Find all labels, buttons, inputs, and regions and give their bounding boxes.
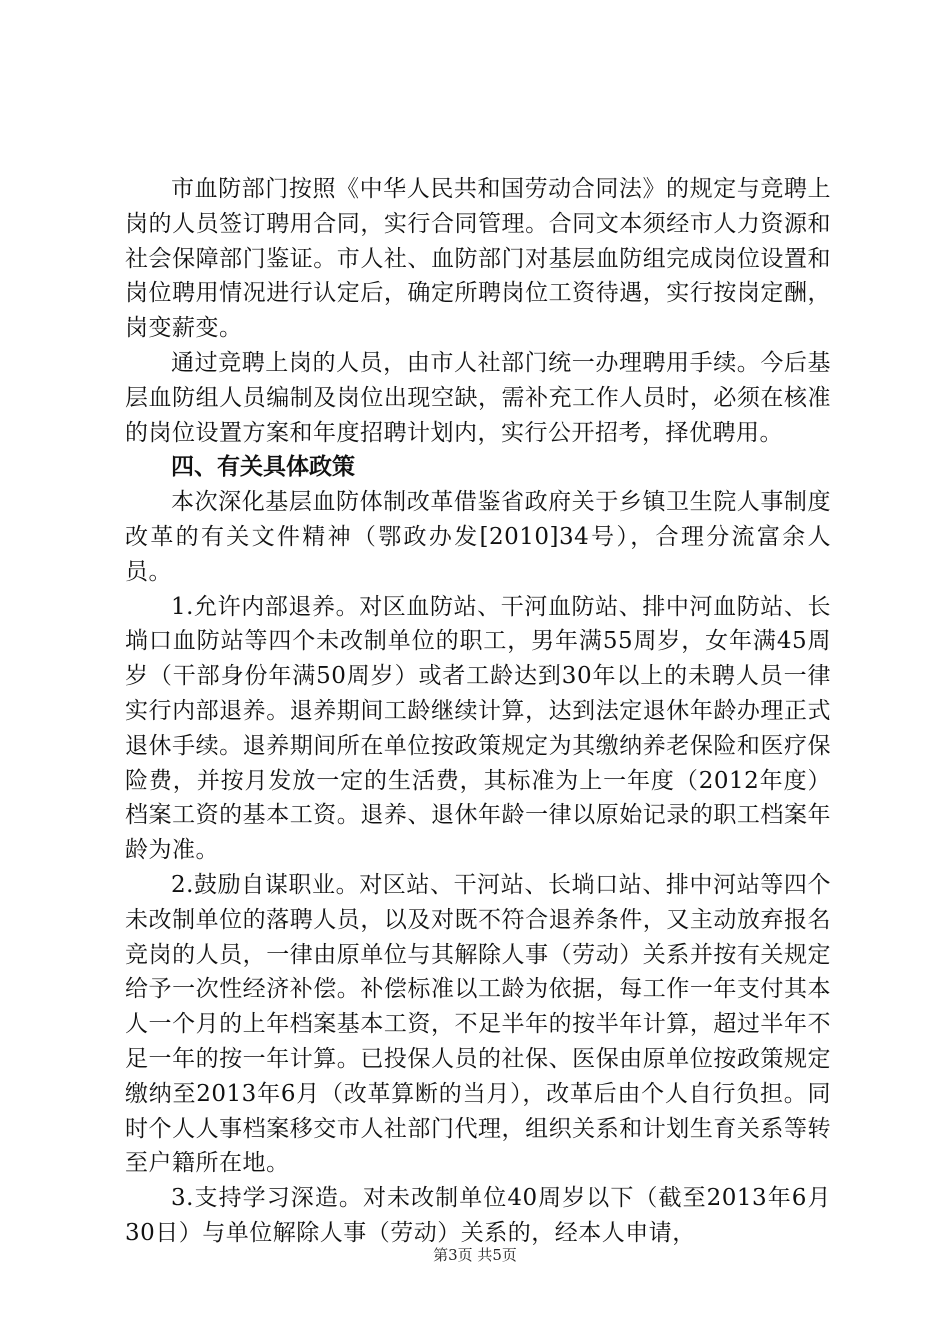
document-body bbox=[125, 172, 831, 1251]
paragraph-internal-retirement: 1.允许内部退养。对区血防站、干河血防站、排中河血防站、长埫口血防站等四个未改制单位的职工，男年满55周岁，女年满45周岁（干部身份年满50周岁）或者工龄达到30年以上的未聘人员一律实行内部退养。退养期间工龄继续计算，达到法定退休年龄办理正式退休手续。退养期间所在单位按政策规定为其缴纳养老保险和医疗保险费，并按月发放一定的生活费，其标准为上一年度（2012年度）档案工资的基本工资。退养、退休年龄一律以原始记录的职工档案年龄为准。 bbox=[125, 593, 831, 864]
paragraph-further-study: 3.支持学习深造。对未改制单位40周岁以下（截至2013年6月30日）与单位解除人事（劳动）关系的，经本人申请， bbox=[125, 1185, 831, 1246]
paragraph-policy-intro: 本次深化基层血防体制改革借鉴省政府关于乡镇卫生院人事制度改革的有关文件精神（鄂政办发[2010]34号），合理分流富余人员。 bbox=[125, 489, 831, 585]
page-number-footer: 第3页 共5页 bbox=[433, 1246, 517, 1264]
paragraph-self-employment: 2.鼓励自谋职业。对区站、干河站、长埫口站、排中河站等四个未改制单位的落聘人员，以及对既不符合退养条件，又主动放弃报名竞岗的人员，一律由原单位与其解除人事（劳动）关系并按有关规定给予一次性经济补偿。补偿标准以工龄为依据，每工作一年支付其本人一个月的上年档案基本工资，不足半年的按半年计算，超过半年不足一年的按一年计算。已投保人员的社保、医保由原单位按政策规定缴纳至2013年6月（改革算断的当月），改革后由个人自行负担。同时个人人事档案移交市人社部门代理，组织关系和计划生育关系等转至户籍所在地。 bbox=[125, 871, 831, 1177]
paragraph-contract-management: 市血防部门按照《中华人民共和国劳动合同法》的规定与竞聘上岗的人员签订聘用合同，实行合同管理。合同文本须经市人力资源和社会保障部门鉴证。市人社、血防部门对基层血防组完成岗位设置和岗位聘用情况进行认定后，确定所聘岗位工资待遇，实行按岗定酬，岗变薪变。 bbox=[125, 176, 831, 342]
paragraph-hiring-procedure: 通过竞聘上岗的人员，由市人社部门统一办理聘用手续。今后基层血防组人员编制及岗位出现空缺，需补充工作人员时，必须在核准的岗位设置方案和年度招聘计划内，实行公开招考，择优聘用。 bbox=[125, 349, 831, 446]
section-heading: 四、有关具体政策 bbox=[171, 454, 355, 481]
